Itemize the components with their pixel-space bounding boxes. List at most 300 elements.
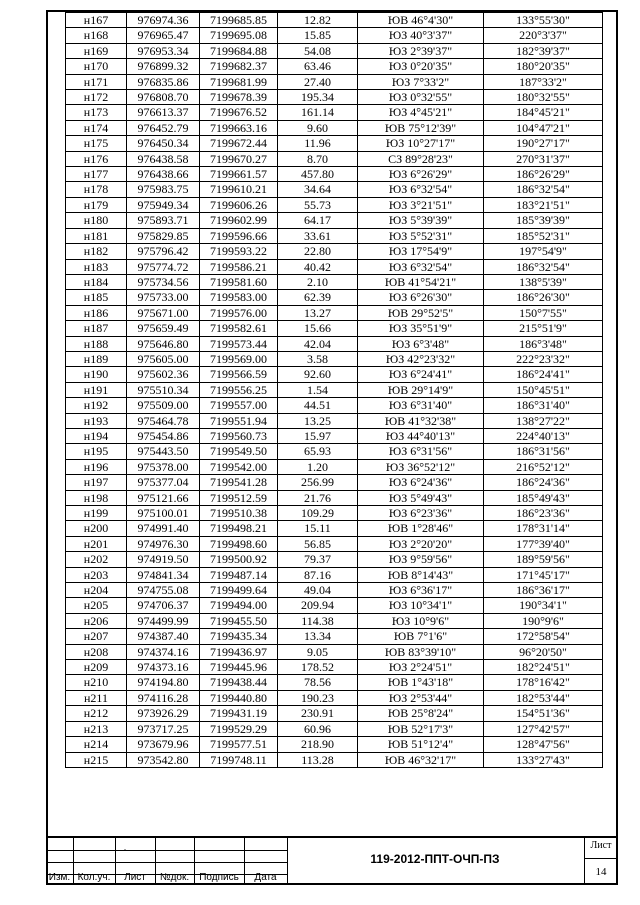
table-cell: н196 bbox=[66, 459, 127, 474]
table-cell: н188 bbox=[66, 336, 127, 351]
table-cell: ЮВ 46°32'17" bbox=[358, 752, 484, 767]
table-row bbox=[66, 136, 603, 151]
table-cell: н181 bbox=[66, 228, 127, 243]
table-cell: 79.37 bbox=[278, 552, 358, 567]
table-cell: 976438.66 bbox=[127, 167, 200, 182]
table-row bbox=[66, 444, 603, 459]
table-cell: ЮЗ 0°32'55" bbox=[358, 90, 484, 105]
table-cell: 7199676.52 bbox=[200, 105, 278, 120]
table-cell: 7199512.59 bbox=[200, 490, 278, 505]
table-cell: 3.58 bbox=[278, 351, 358, 366]
table-cell: 457.80 bbox=[278, 167, 358, 182]
table-cell: 7199560.73 bbox=[200, 428, 278, 443]
table-cell: 54.08 bbox=[278, 43, 358, 58]
table-cell: 974976.30 bbox=[127, 536, 200, 551]
table-cell: ЮЗ 36°52'12" bbox=[358, 459, 484, 474]
table-row bbox=[66, 613, 603, 628]
table-row bbox=[66, 74, 603, 89]
table-cell: 55.73 bbox=[278, 197, 358, 212]
table-cell: ЮЗ 5°39'39" bbox=[358, 213, 484, 228]
table-row bbox=[66, 459, 603, 474]
table-row bbox=[66, 552, 603, 567]
table-cell: 65.93 bbox=[278, 444, 358, 459]
table-cell: СЗ 89°28'23" bbox=[358, 151, 484, 166]
table-cell: 34.64 bbox=[278, 182, 358, 197]
table-cell: 7199685.85 bbox=[200, 13, 278, 28]
table-cell: н187 bbox=[66, 321, 127, 336]
table-cell: 186°36'17" bbox=[484, 583, 603, 598]
table-row bbox=[66, 521, 603, 536]
table-cell: н200 bbox=[66, 521, 127, 536]
table-cell: н210 bbox=[66, 675, 127, 690]
table-cell: 975464.78 bbox=[127, 413, 200, 428]
table-row bbox=[66, 706, 603, 721]
table-cell: 973717.25 bbox=[127, 721, 200, 736]
table-cell: 7199541.28 bbox=[200, 475, 278, 490]
table-cell: ЮЗ 5°52'31" bbox=[358, 228, 484, 243]
table-row bbox=[66, 660, 603, 675]
table-cell: 133°55'30" bbox=[484, 13, 603, 28]
table-row bbox=[66, 290, 603, 305]
table-cell: 150°45'51" bbox=[484, 382, 603, 397]
table-cell: 172°58'54" bbox=[484, 629, 603, 644]
table-row bbox=[66, 259, 603, 274]
table-cell: 7199678.39 bbox=[200, 90, 278, 105]
table-cell: 7199583.00 bbox=[200, 290, 278, 305]
table-cell: н195 bbox=[66, 444, 127, 459]
table-cell: 975796.42 bbox=[127, 244, 200, 259]
table-cell: ЮВ 7°1'6" bbox=[358, 629, 484, 644]
table-cell: 182°24'51" bbox=[484, 660, 603, 675]
table-cell: 975454.86 bbox=[127, 428, 200, 443]
table-cell: 974387.40 bbox=[127, 629, 200, 644]
table-cell: 975983.75 bbox=[127, 182, 200, 197]
table-row bbox=[66, 398, 603, 413]
table-cell: н199 bbox=[66, 506, 127, 521]
table-cell: н174 bbox=[66, 120, 127, 135]
table-cell: 87.16 bbox=[278, 567, 358, 582]
table-cell: 7199661.57 bbox=[200, 167, 278, 182]
table-cell: 189°59'56" bbox=[484, 552, 603, 567]
table-cell: 975734.56 bbox=[127, 274, 200, 289]
table-row bbox=[66, 336, 603, 351]
table-cell: 976450.34 bbox=[127, 136, 200, 151]
table-cell: 186°31'56" bbox=[484, 444, 603, 459]
table-cell: 78.56 bbox=[278, 675, 358, 690]
table-cell: 975671.00 bbox=[127, 305, 200, 320]
table-cell: н178 bbox=[66, 182, 127, 197]
table-cell: 218.90 bbox=[278, 737, 358, 752]
table-row bbox=[66, 43, 603, 58]
table-cell: н201 bbox=[66, 536, 127, 551]
table-row bbox=[66, 167, 603, 182]
table-cell: 92.60 bbox=[278, 367, 358, 382]
table-cell: 7199684.88 bbox=[200, 43, 278, 58]
table-cell: 7199596.66 bbox=[200, 228, 278, 243]
table-row bbox=[66, 690, 603, 705]
table-cell: ЮВ 29°52'5" bbox=[358, 305, 484, 320]
table-cell: 975949.34 bbox=[127, 197, 200, 212]
table-cell: н179 bbox=[66, 197, 127, 212]
table-cell: 185°39'39" bbox=[484, 213, 603, 228]
table-cell: 224°40'13" bbox=[484, 428, 603, 443]
table-row bbox=[66, 644, 603, 659]
table-cell: 7199445.96 bbox=[200, 660, 278, 675]
table-cell: ЮВ 75°12'39" bbox=[358, 120, 484, 135]
table-cell: 976953.34 bbox=[127, 43, 200, 58]
table-cell: 178°31'14" bbox=[484, 521, 603, 536]
table-cell: н170 bbox=[66, 59, 127, 74]
table-row bbox=[66, 752, 603, 767]
table-cell: 7199455.50 bbox=[200, 613, 278, 628]
sheet-number: 14 bbox=[595, 866, 607, 878]
table-cell: н182 bbox=[66, 244, 127, 259]
table-cell: 7199498.21 bbox=[200, 521, 278, 536]
table-cell: 975509.00 bbox=[127, 398, 200, 413]
table-cell: 7199435.34 bbox=[200, 629, 278, 644]
table-cell: 974373.16 bbox=[127, 660, 200, 675]
table-cell: 150°7'55" bbox=[484, 305, 603, 320]
table-cell: н215 bbox=[66, 752, 127, 767]
table-cell: 114.38 bbox=[278, 613, 358, 628]
table-cell: 180°32'55" bbox=[484, 90, 603, 105]
table-cell: 178.52 bbox=[278, 660, 358, 675]
table-cell: 195.34 bbox=[278, 90, 358, 105]
table-cell: 186°24'41" bbox=[484, 367, 603, 382]
table-cell: 7199510.38 bbox=[200, 506, 278, 521]
sheet-label: Лист bbox=[590, 840, 612, 851]
table-cell: ЮЗ 6°36'17" bbox=[358, 583, 484, 598]
table-cell: ЮЗ 6°26'29" bbox=[358, 167, 484, 182]
table-cell: н202 bbox=[66, 552, 127, 567]
table-cell: 7199487.14 bbox=[200, 567, 278, 582]
table-row bbox=[66, 598, 603, 613]
stamp-label-date: Дата bbox=[254, 872, 277, 883]
table-row bbox=[66, 105, 603, 120]
table-cell: 186°24'36" bbox=[484, 475, 603, 490]
table-cell: 186°31'40" bbox=[484, 398, 603, 413]
table-row bbox=[66, 244, 603, 259]
table-row bbox=[66, 629, 603, 644]
table-cell: 976613.37 bbox=[127, 105, 200, 120]
table-cell: 33.61 bbox=[278, 228, 358, 243]
table-cell: 13.25 bbox=[278, 413, 358, 428]
table-cell: 7199581.60 bbox=[200, 274, 278, 289]
table-cell: 7199586.21 bbox=[200, 259, 278, 274]
table-cell: 974841.34 bbox=[127, 567, 200, 582]
table-cell: 42.04 bbox=[278, 336, 358, 351]
stamp-label-signature: Подпись bbox=[199, 872, 239, 883]
table-cell: 180°20'35" bbox=[484, 59, 603, 74]
table-row bbox=[66, 90, 603, 105]
table-cell: 154°51'36" bbox=[484, 706, 603, 721]
table-cell: ЮЗ 6°24'41" bbox=[358, 367, 484, 382]
table-cell: 975377.04 bbox=[127, 475, 200, 490]
table-cell: ЮЗ 0°20'35" bbox=[358, 59, 484, 74]
table-cell: 7199606.26 bbox=[200, 197, 278, 212]
table-cell: 7199682.37 bbox=[200, 59, 278, 74]
table-row bbox=[66, 120, 603, 135]
table-cell: 975510.34 bbox=[127, 382, 200, 397]
table-cell: 7199610.21 bbox=[200, 182, 278, 197]
table-row bbox=[66, 59, 603, 74]
table-cell: ЮВ 83°39'10" bbox=[358, 644, 484, 659]
table-cell: н205 bbox=[66, 598, 127, 613]
table-row bbox=[66, 413, 603, 428]
table-cell: 975733.00 bbox=[127, 290, 200, 305]
table-cell: ЮЗ 3°21'51" bbox=[358, 197, 484, 212]
table-row bbox=[66, 721, 603, 736]
table-cell: 182°53'44" bbox=[484, 690, 603, 705]
table-cell: 15.11 bbox=[278, 521, 358, 536]
table-cell: 22.80 bbox=[278, 244, 358, 259]
table-cell: 975646.80 bbox=[127, 336, 200, 351]
document-code: 119-2012-ППТ-ОЧП-ПЗ bbox=[370, 852, 500, 866]
table-cell: 184°45'21" bbox=[484, 105, 603, 120]
table-cell: ЮВ 1°28'46" bbox=[358, 521, 484, 536]
table-cell: н172 bbox=[66, 90, 127, 105]
table-cell: 1.20 bbox=[278, 459, 358, 474]
stamp-label-doc: №док. bbox=[159, 872, 190, 883]
table-cell: ЮВ 41°54'21" bbox=[358, 274, 484, 289]
table-cell: 113.28 bbox=[278, 752, 358, 767]
table-row bbox=[66, 490, 603, 505]
table-cell: 7199748.11 bbox=[200, 752, 278, 767]
table-cell: н175 bbox=[66, 136, 127, 151]
table-cell: ЮЗ 10°27'17" bbox=[358, 136, 484, 151]
table-cell: 177°39'40" bbox=[484, 536, 603, 551]
table-cell: 974374.16 bbox=[127, 644, 200, 659]
table-cell: 15.97 bbox=[278, 428, 358, 443]
table-cell: 8.70 bbox=[278, 151, 358, 166]
table-cell: 974706.37 bbox=[127, 598, 200, 613]
table-cell: ЮЗ 6°23'36" bbox=[358, 506, 484, 521]
table-cell: ЮЗ 6°31'40" bbox=[358, 398, 484, 413]
table-cell: ЮЗ 4°45'21" bbox=[358, 105, 484, 120]
table-cell: 7199431.19 bbox=[200, 706, 278, 721]
table-cell: ЮВ 25°8'24" bbox=[358, 706, 484, 721]
stamp-dot: . bbox=[124, 843, 126, 852]
stamp-label-qty: Кол.уч. bbox=[77, 872, 111, 883]
table-cell: ЮЗ 7°33'2" bbox=[358, 74, 484, 89]
table-cell: 974499.99 bbox=[127, 613, 200, 628]
table-cell: н198 bbox=[66, 490, 127, 505]
table-cell: 21.76 bbox=[278, 490, 358, 505]
table-cell: н168 bbox=[66, 28, 127, 43]
table-cell: ЮЗ 6°3'48" bbox=[358, 336, 484, 351]
table-row bbox=[66, 475, 603, 490]
table-cell: 7199499.64 bbox=[200, 583, 278, 598]
table-cell: н186 bbox=[66, 305, 127, 320]
table-cell: ЮВ 8°14'43" bbox=[358, 567, 484, 582]
table-cell: 974116.28 bbox=[127, 690, 200, 705]
table-cell: 974919.50 bbox=[127, 552, 200, 567]
table-cell: ЮЗ 5°49'43" bbox=[358, 490, 484, 505]
table-cell: 7199549.50 bbox=[200, 444, 278, 459]
table-row bbox=[66, 506, 603, 521]
table-cell: 186°23'36" bbox=[484, 506, 603, 521]
table-cell: 128°47'56" bbox=[484, 737, 603, 752]
table-cell: н204 bbox=[66, 583, 127, 598]
table-row bbox=[66, 583, 603, 598]
table-cell: ЮВ 51°12'4" bbox=[358, 737, 484, 752]
table-cell: 190.23 bbox=[278, 690, 358, 705]
table-cell: 2.10 bbox=[278, 274, 358, 289]
table-cell: н194 bbox=[66, 428, 127, 443]
table-cell: 975774.72 bbox=[127, 259, 200, 274]
table-cell: 96°20'50" bbox=[484, 644, 603, 659]
stamp-label-sheet: Лист bbox=[124, 872, 146, 883]
table-row bbox=[66, 428, 603, 443]
table-row bbox=[66, 367, 603, 382]
table-cell: 186°32'54" bbox=[484, 259, 603, 274]
table-cell: ЮЗ 2°20'20" bbox=[358, 536, 484, 551]
table-cell: н185 bbox=[66, 290, 127, 305]
table-cell: ЮЗ 2°39'37" bbox=[358, 43, 484, 58]
coordinates-table-body bbox=[66, 13, 603, 768]
table-cell: ЮЗ 10°9'6" bbox=[358, 613, 484, 628]
table-cell: 976808.70 bbox=[127, 90, 200, 105]
table-cell: н203 bbox=[66, 567, 127, 582]
table-cell: н171 bbox=[66, 74, 127, 89]
table-cell: 7199670.27 bbox=[200, 151, 278, 166]
table-cell: 7199582.61 bbox=[200, 321, 278, 336]
table-row bbox=[66, 182, 603, 197]
table-cell: 178°16'42" bbox=[484, 675, 603, 690]
table-cell: 7199440.80 bbox=[200, 690, 278, 705]
table-cell: н191 bbox=[66, 382, 127, 397]
table-cell: ЮВ 1°43'18" bbox=[358, 675, 484, 690]
table-cell: 7199573.44 bbox=[200, 336, 278, 351]
table-cell: ЮЗ 40°3'37" bbox=[358, 28, 484, 43]
table-cell: 975602.36 bbox=[127, 367, 200, 382]
table-cell: 7199542.00 bbox=[200, 459, 278, 474]
table-cell: 171°45'17" bbox=[484, 567, 603, 582]
table-cell: ЮЗ 6°32'54" bbox=[358, 182, 484, 197]
table-cell: 220°3'37" bbox=[484, 28, 603, 43]
table-cell: 976835.86 bbox=[127, 74, 200, 89]
table-cell: 230.91 bbox=[278, 706, 358, 721]
table-cell: 7199556.25 bbox=[200, 382, 278, 397]
table-cell: ЮЗ 9°59'56" bbox=[358, 552, 484, 567]
table-cell: 187°33'2" bbox=[484, 74, 603, 89]
table-cell: н214 bbox=[66, 737, 127, 752]
table-cell: 9.60 bbox=[278, 120, 358, 135]
table-cell: ЮЗ 6°32'54" bbox=[358, 259, 484, 274]
table-cell: 7199577.51 bbox=[200, 737, 278, 752]
table-row bbox=[66, 228, 603, 243]
table-cell: 976438.58 bbox=[127, 151, 200, 166]
table-cell: н192 bbox=[66, 398, 127, 413]
table-cell: 7199498.60 bbox=[200, 536, 278, 551]
table-cell: 190°34'1" bbox=[484, 598, 603, 613]
table-row bbox=[66, 321, 603, 336]
table-cell: ЮЗ 6°31'56" bbox=[358, 444, 484, 459]
table-row bbox=[66, 305, 603, 320]
table-cell: 9.05 bbox=[278, 644, 358, 659]
table-cell: 7199602.99 bbox=[200, 213, 278, 228]
table-cell: н209 bbox=[66, 660, 127, 675]
table-cell: 7199681.99 bbox=[200, 74, 278, 89]
table-cell: 138°5'39" bbox=[484, 274, 603, 289]
table-cell: 7199494.00 bbox=[200, 598, 278, 613]
table-cell: 185°52'31" bbox=[484, 228, 603, 243]
table-cell: ЮВ 29°14'9" bbox=[358, 382, 484, 397]
table-cell: 975659.49 bbox=[127, 321, 200, 336]
table-cell: ЮЗ 42°23'32" bbox=[358, 351, 484, 366]
table-cell: н176 bbox=[66, 151, 127, 166]
table-cell: 104°47'21" bbox=[484, 120, 603, 135]
table-cell: 7199566.59 bbox=[200, 367, 278, 382]
table-cell: 973542.80 bbox=[127, 752, 200, 767]
table-cell: 49.04 bbox=[278, 583, 358, 598]
table-cell: 7199695.08 bbox=[200, 28, 278, 43]
table-cell: н173 bbox=[66, 105, 127, 120]
table-cell: 975121.66 bbox=[127, 490, 200, 505]
table-cell: 270°31'37" bbox=[484, 151, 603, 166]
table-cell: ЮЗ 2°24'51" bbox=[358, 660, 484, 675]
table-cell: 7199436.97 bbox=[200, 644, 278, 659]
table-cell: 976965.47 bbox=[127, 28, 200, 43]
table-cell: 975443.50 bbox=[127, 444, 200, 459]
table-cell: 15.85 bbox=[278, 28, 358, 43]
table-row bbox=[66, 675, 603, 690]
table-cell: 7199500.92 bbox=[200, 552, 278, 567]
table-cell: 975829.85 bbox=[127, 228, 200, 243]
table-cell: н213 bbox=[66, 721, 127, 736]
table-cell: 976899.32 bbox=[127, 59, 200, 74]
table-cell: 12.82 bbox=[278, 13, 358, 28]
table-cell: н207 bbox=[66, 629, 127, 644]
table-cell: 13.34 bbox=[278, 629, 358, 644]
table-cell: 974194.80 bbox=[127, 675, 200, 690]
table-cell: 13.27 bbox=[278, 305, 358, 320]
table-cell: 974991.40 bbox=[127, 521, 200, 536]
table-cell: н177 bbox=[66, 167, 127, 182]
table-cell: 186°32'54" bbox=[484, 182, 603, 197]
table-cell: 182°39'37" bbox=[484, 43, 603, 58]
table-row bbox=[66, 213, 603, 228]
table-cell: 216°52'12" bbox=[484, 459, 603, 474]
table-cell: 974755.08 bbox=[127, 583, 200, 598]
table-row bbox=[66, 536, 603, 551]
table-cell: ЮЗ 10°34'1" bbox=[358, 598, 484, 613]
table-cell: 15.66 bbox=[278, 321, 358, 336]
table-cell: ЮЗ 6°26'30" bbox=[358, 290, 484, 305]
stamp-label-change: Изм. bbox=[48, 872, 71, 883]
table-cell: 133°27'43" bbox=[484, 752, 603, 767]
table-cell: н208 bbox=[66, 644, 127, 659]
table-cell: 127°42'57" bbox=[484, 721, 603, 736]
table-cell: 190°27'17" bbox=[484, 136, 603, 151]
table-cell: 7199593.22 bbox=[200, 244, 278, 259]
table-row bbox=[66, 274, 603, 289]
table-cell: 256.99 bbox=[278, 475, 358, 490]
table-cell: 7199529.29 bbox=[200, 721, 278, 736]
table-row bbox=[66, 13, 603, 28]
table-cell: н189 bbox=[66, 351, 127, 366]
table-row bbox=[66, 351, 603, 366]
table-cell: ЮЗ 6°24'36" bbox=[358, 475, 484, 490]
table-cell: 183°21'51" bbox=[484, 197, 603, 212]
table-cell: 7199438.44 bbox=[200, 675, 278, 690]
table-cell: 222°23'32" bbox=[484, 351, 603, 366]
table-cell: 27.40 bbox=[278, 74, 358, 89]
table-cell: 7199672.44 bbox=[200, 136, 278, 151]
table-row bbox=[66, 151, 603, 166]
table-row bbox=[66, 567, 603, 582]
table-cell: 1.54 bbox=[278, 382, 358, 397]
